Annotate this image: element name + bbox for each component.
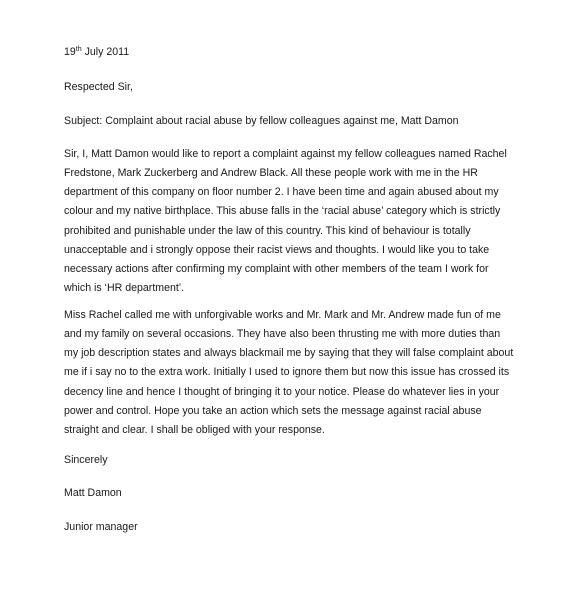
body-paragraph-1 bbox=[64, 145, 524, 298]
paragraph-line: straight and clear. I shall be obliged with your response. bbox=[64, 423, 325, 436]
paragraph-line: unacceptable and i strongly oppose their racist views and thoughts. I would like you to take bbox=[64, 243, 490, 256]
paragraph-line: my job description states and always blackmail me by saying that they will false complaint about bbox=[64, 347, 514, 360]
paragraph-line: and my family on several occasions. They have also been thrusting me with more duties than bbox=[64, 328, 501, 341]
paragraph-line: Sir, I, Matt Damon would like to report a complaint against my fellow colleagues named Rachel bbox=[64, 148, 507, 160]
paragraph-line: Miss Rachel called me with unforgivable works and Mr. Mark and Mr. Andrew made fun of me bbox=[64, 309, 501, 321]
body-paragraph-2 bbox=[64, 306, 524, 440]
letter-date bbox=[64, 46, 129, 59]
signature-title: Junior manager bbox=[64, 521, 138, 533]
paragraph-line: decency line and hence I thought of bringing it to your notice. Please do whatever lies in your bbox=[64, 385, 500, 398]
date-day: 19 bbox=[64, 46, 76, 58]
signature-name: Matt Damon bbox=[64, 487, 122, 499]
date-month-year: July 2011 bbox=[81, 46, 130, 58]
paragraph-line: power and control. Hope you take an action which sets the message against racial abuse bbox=[64, 404, 482, 417]
paragraph-line: necessary actions after confirming my complaint with other members of the team I work for bbox=[64, 262, 489, 275]
paragraph-line: department of this company on floor number 2. I have been time and again abused about my bbox=[64, 186, 499, 199]
date-day-suffix: th bbox=[75, 46, 82, 53]
paragraph-line: colour and my native birthplace. This abuse falls in the ‘racial abuse’ category which is strictly bbox=[64, 205, 501, 218]
letter-salutation: Respected Sir, bbox=[64, 81, 133, 93]
letter-subject: Subject: Complaint about racial abuse by fellow colleagues against me, Matt Damon bbox=[64, 115, 459, 127]
paragraph-line: prohibited and punishable under the law of this country. This kind of behaviour is totally bbox=[64, 224, 471, 237]
paragraph-line: me if i say no to the extra work. Initially I used to ignore them but now this issue has crossed its bbox=[64, 366, 510, 379]
paragraph-line: which is ‘HR department’. bbox=[64, 282, 185, 295]
letter-closing: Sincerely bbox=[64, 454, 108, 466]
paragraph-line: Fredstone, Mark Zuckerberg and Andrew Black. All these people work with me in the HR bbox=[64, 167, 478, 180]
